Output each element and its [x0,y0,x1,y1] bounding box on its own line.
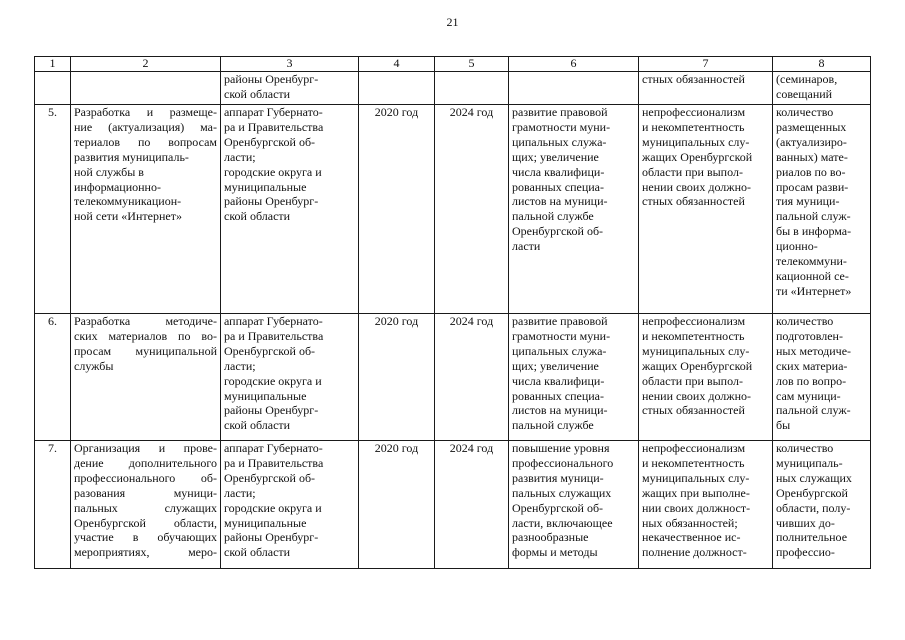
text-line: развитие правовой [512,314,608,328]
text-line: развития муници- [512,470,604,485]
text-line: количество [776,441,834,455]
row-number: 6. [35,314,71,441]
table-cell [35,72,71,105]
executor-cell [221,314,359,441]
text-line: ской области [224,418,291,433]
text-line: бы в информа- [776,224,852,239]
text-line: грамотности муни- [512,119,611,134]
end-year: 2024 год [435,441,509,569]
text-line: службы [74,358,114,373]
risk-cell [639,314,773,441]
column-number: 3 [221,57,359,72]
text-line: районы Оренбург- [224,530,319,545]
text-line: жащих Оренбургской [642,149,753,164]
text-line: стных обязанностей [642,72,745,86]
text-line: Оренбургской [776,485,848,500]
text-line: количество [776,314,834,328]
text-line: аппарат Губернато- [224,314,323,328]
text-line: Оренбургской об- [224,343,316,358]
text-line: ской области [224,209,291,224]
measure-name-cell [71,314,221,441]
text-line: районы Оренбург- [224,194,319,209]
text-line: мероприятиях, меро- [74,545,217,560]
text-line: совещаний [776,86,833,101]
text-line: телекоммуникацион- [74,194,182,209]
text-line: ласти; [224,149,256,164]
text-line: Разработка и размеще- [74,105,217,119]
column-number: 4 [359,57,435,72]
text-line: ных методиче- [776,343,852,358]
text-line: городские округа и [224,500,322,515]
text-line: ных служащих [776,470,852,485]
text-line: области, полу- [776,500,851,515]
text-line: пальной служ- [776,209,851,224]
text-line: ной службы в [74,164,144,179]
text-line: ских материа- [776,358,848,373]
executor-cell [221,441,359,569]
result-cell [509,105,639,314]
table-cell [509,72,639,105]
text-line: ра и Правительства [224,328,324,343]
indicator-cell [773,314,871,441]
table-cell [359,72,435,105]
text-line: рованных специа- [512,179,604,194]
text-line: аппарат Губернато- [224,105,323,119]
text-line: развитие правовой [512,105,608,119]
start-year: 2020 год [359,314,435,441]
text-line: ванных) мате- [776,149,848,164]
text-line: пальных служащих [74,500,217,515]
text-line: листов на муници- [512,194,608,209]
continuation-indicator-cell [773,72,871,105]
text-line: пальной службе [512,209,594,224]
column-number: 5 [435,57,509,72]
text-line: пальной служ- [776,403,851,418]
text-line: щих; увеличение [512,358,599,373]
text-line: количество [776,105,834,119]
result-cell [509,441,639,569]
text-line: муниципальных слу- [642,470,750,485]
text-line: пальной службе [512,418,594,433]
text-line: участие в обучающих [74,530,217,545]
table-row [35,314,871,441]
text-line: кационной се- [776,268,849,283]
text-line: ских материалов по во- [74,328,217,343]
text-line: ласти [512,239,541,254]
text-line: городские округа и [224,164,322,179]
text-line: Разработка методиче- [74,314,217,328]
text-line: муниципальные [224,515,307,530]
start-year: 2020 год [359,441,435,569]
text-line: числа квалифици- [512,164,605,179]
text-line: (актуализиро- [776,134,847,149]
text-line: ра и Правительства [224,455,324,470]
text-line: и некомпетентность [642,455,745,470]
text-line: жащих Оренбургской [642,358,753,373]
text-line: непрофессионализм [642,441,746,455]
table-row [35,105,871,314]
text-line: пальных служащих [512,485,612,500]
text-line: листов на муници- [512,403,608,418]
text-line: повышение уровня [512,441,610,455]
text-line: полнительное [776,530,848,545]
text-line: ционно- [776,239,818,254]
text-line: Оренбургской об- [512,500,604,515]
text-line: информационно- [74,179,161,194]
text-line: грамотности муни- [512,328,611,343]
text-line: нении своих должно- [642,388,751,403]
text-line: лов по вопро- [776,373,847,388]
text-line: профессио- [776,545,835,560]
text-line: ласти; [224,358,256,373]
continuation-executor-cell [221,72,359,105]
indicator-cell [773,105,871,314]
indicator-cell [773,441,871,569]
end-year: 2024 год [435,105,509,314]
measure-name-cell [71,441,221,569]
text-line: Оренбургской области, [74,515,217,530]
text-line: подготовлен- [776,328,843,343]
executor-cell [221,105,359,314]
text-line: нении своих должно- [642,179,751,194]
text-line: ние (актуализация) ма- [74,119,217,134]
text-line: городские округа и [224,373,322,388]
text-line: числа квалифици- [512,373,605,388]
text-line: и некомпетентность [642,328,745,343]
text-line: телекоммуни- [776,254,847,269]
text-line: и некомпетентность [642,119,745,134]
text-line: (семинаров, [776,72,838,86]
page-number: 21 [446,15,459,29]
text-line: области при выпол- [642,373,743,388]
continuation-risk-cell [639,72,773,105]
text-line: дение дополнительного [74,455,217,470]
text-line: ской области [224,545,291,560]
text-line: непрофессионализм [642,105,746,119]
text-line: териалов по вопросам [74,134,217,149]
text-line: риалов по во- [776,164,846,179]
column-number: 8 [773,57,871,72]
risk-cell [639,105,773,314]
text-line: районы Оренбург- [224,72,319,86]
text-line: ра и Правительства [224,119,324,134]
text-line: ласти, включающее [512,515,613,530]
continuation-row [35,72,871,105]
text-line: ципальных служа- [512,343,607,358]
column-number: 2 [71,57,221,72]
text-line: сам муници- [776,388,841,403]
text-line: Оренбургской об- [224,134,316,149]
column-number: 1 [35,57,71,72]
text-line: Оренбургской об- [224,470,316,485]
table-cell [435,72,509,105]
text-line: ципальных служа- [512,134,607,149]
text-line: разнообразные [512,530,589,545]
text-line: бы [776,418,791,433]
start-year: 2020 год [359,105,435,314]
text-line: профессионального об- [74,470,217,485]
text-line: жащих при выполне- [642,485,750,500]
text-line: муниципальных слу- [642,343,750,358]
text-line: ных обязанностей; [642,515,738,530]
text-line: щих; увеличение [512,149,599,164]
text-line: аппарат Губернато- [224,441,323,455]
text-line: Организация и прове- [74,441,217,455]
measures-table [34,56,871,569]
text-line: Оренбургской об- [512,224,604,239]
text-line: муниципальных слу- [642,134,750,149]
column-number: 6 [509,57,639,72]
text-line: области при выпол- [642,164,743,179]
text-line: полнение должност- [642,545,747,560]
text-line: непрофессионализм [642,314,746,328]
result-cell [509,314,639,441]
column-numbers-row [35,57,871,72]
text-line: рованных специа- [512,388,604,403]
column-number: 7 [639,57,773,72]
row-number: 7. [35,441,71,569]
text-line: формы и методы [512,545,598,560]
text-line: ской области [224,86,291,101]
risk-cell [639,441,773,569]
text-line: ной сети «Интернет» [74,209,182,224]
text-line: ти «Интернет» [776,283,852,298]
text-line: некачественное ис- [642,530,741,545]
text-line: муниципальные [224,179,307,194]
text-line: районы Оренбург- [224,403,319,418]
text-line: развития муниципаль- [74,149,189,164]
table-row [35,441,871,569]
table-cell [71,72,221,105]
text-line: разования муници- [74,485,217,500]
text-line: просам муниципальной [74,343,217,358]
text-line: чивших до- [776,515,835,530]
text-line: стных обязанностей [642,194,745,209]
text-line: муниципаль- [776,455,843,470]
end-year: 2024 год [435,314,509,441]
text-line: ласти; [224,485,256,500]
text-line: размещенных [776,119,847,134]
text-line: тия муници- [776,194,840,209]
text-line: муниципальные [224,388,307,403]
text-line: нии своих должност- [642,500,751,515]
row-number: 5. [35,105,71,314]
measure-name-cell [71,105,221,314]
text-line: стных обязанностей [642,403,745,418]
text-line: просам разви- [776,179,849,194]
text-line: профессионального [512,455,614,470]
